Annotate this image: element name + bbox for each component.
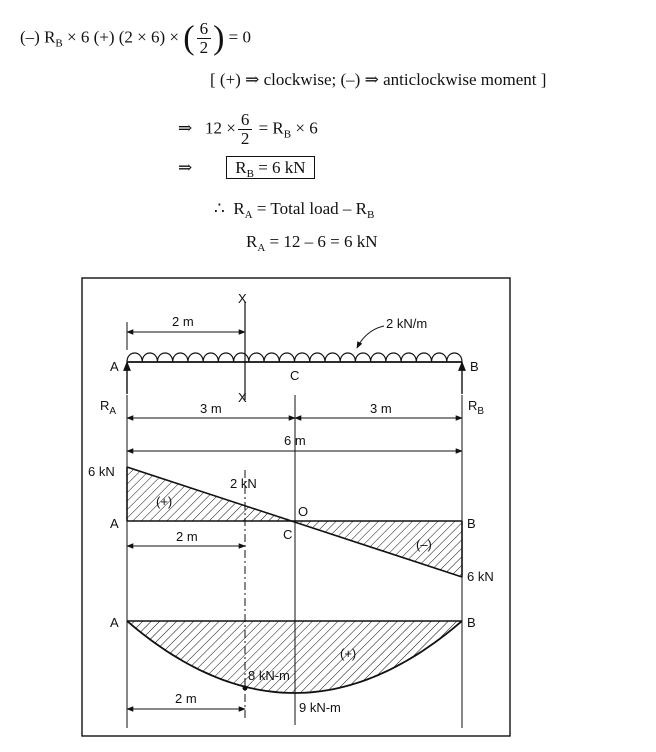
bmd-section-value: 8 kN-m [248,668,290,683]
udl-leader [357,326,384,348]
rb-result-box: $R_B = 6$ kN [226,156,314,179]
sign-convention-note: [ (+) ⇒ clockwise; (–) ⇒ anticlockwise moment ] [210,70,547,89]
section-label-top: X [238,291,247,306]
sfd-zero-point: O [298,504,309,519]
dim-6m-label: 6 m [284,433,306,448]
bmd-end-b: B [467,615,476,630]
sfd-mid-c: C [283,527,293,542]
moment-equation: (–) $R_B \times 6$ (+) (2 × 6) × ( $\frac{6}{2}$ ) = 0 [20,19,252,57]
reaction-label-b: $R_B$ [468,398,485,417]
sfd-end-b: B [467,516,476,531]
sfd-end-a: A [110,516,119,531]
sfd-right-value: 6 kN [467,569,494,584]
bmd-max-value: 9 kN-m [299,700,341,715]
sfd-dim-2m-label: 2 m [176,529,198,544]
sfd-section-value: 2 kN [230,476,257,491]
beam-end-b: B [470,359,479,374]
dim-2m-beam-label: 2 m [172,314,194,329]
beam-end-a: A [110,359,119,374]
rb-result: ⇒ $R_B = 6$ kN [178,158,315,184]
ra-result: $R_A = 12 - 6 = 6$ kN [246,232,378,254]
ra-equation: ∴ $R_A$ = Total load – $R_B$ [214,199,375,221]
sfd-left-value: 6 kN [88,464,115,479]
sfd-negative-sign: (–) [416,537,432,552]
moment-substitution: ⇒ 12 × $\frac{6}{2}$ = $R_B \times 6$ [178,110,318,148]
bmd-positive-sign: (+) [340,646,357,661]
bmd-end-a: A [110,615,119,630]
section-label-bottom: X [238,390,247,405]
bmd-dim-2m-label: 2 m [175,691,197,706]
beam-mid-c: C [290,368,300,383]
dim-3m-left-label: 3 m [200,401,222,416]
dim-3m-right-label: 3 m [370,401,392,416]
udl-label: 2 kN/m [386,316,428,331]
sfd-positive-sign: (+) [156,494,173,509]
reaction-label-a: $R_A$ [100,398,117,417]
bmd-section-point [243,686,248,691]
udl-load [127,353,462,362]
